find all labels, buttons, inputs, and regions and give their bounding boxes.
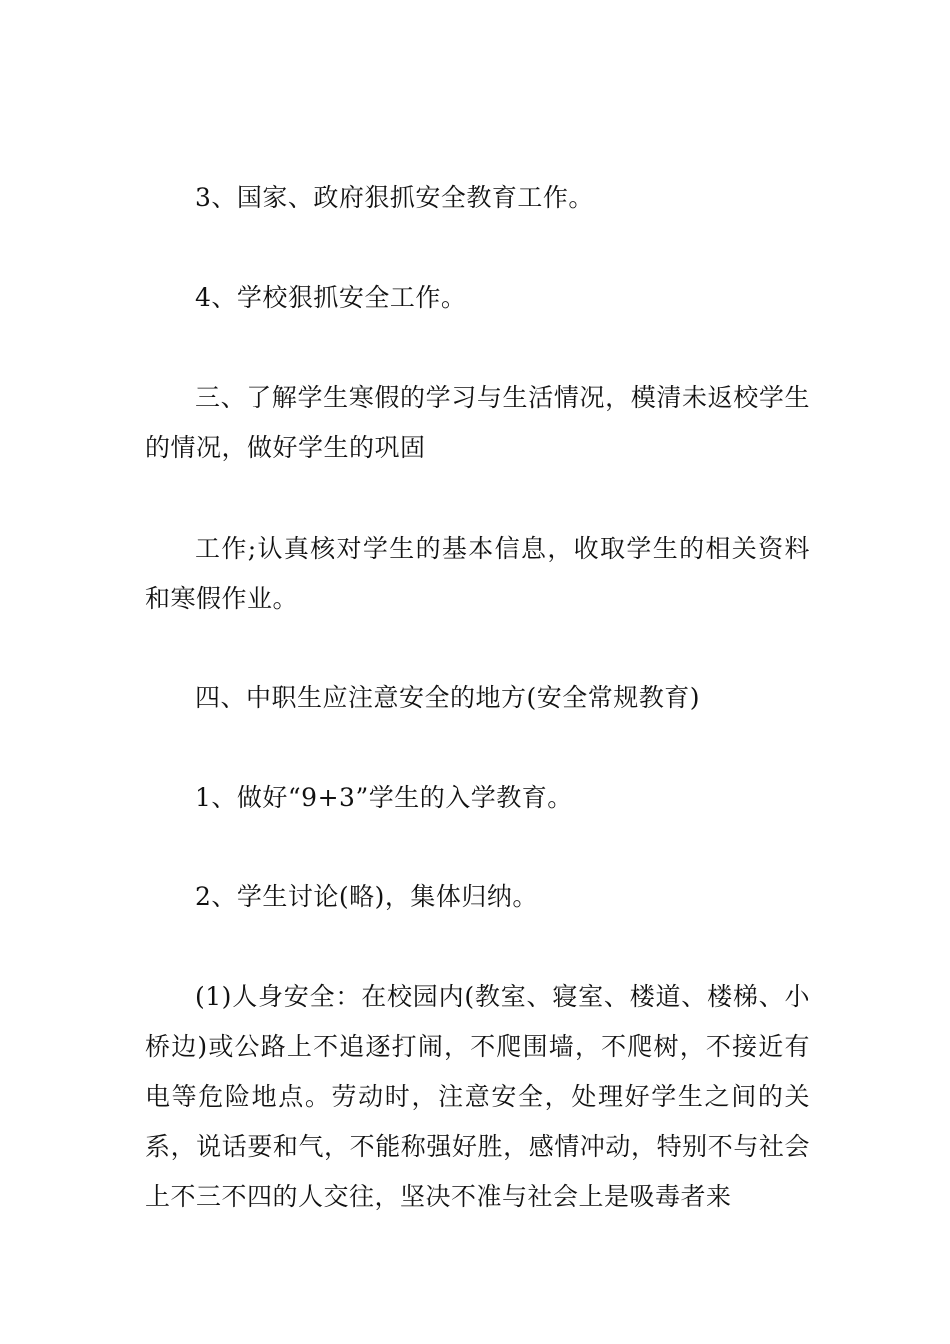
paragraph-item-2: 2、学生讨论(略)，集体归纳。	[195, 882, 538, 911]
paragraph-consolidation-work: 工作;认真核对学生的基本信息，收取学生的相关资料和寒假作业。	[145, 534, 810, 613]
paragraph-item-4: 4、学校狠抓安全工作。	[195, 283, 467, 312]
paragraph-item-1: 1、做好“9+3”学生的入学教育。	[195, 783, 573, 812]
paragraph-item-3: 3、国家、政府狠抓安全教育工作。	[195, 183, 594, 212]
section-heading-three: 三、了解学生寒假的学习与生活情况，模清未返校学生的情况，做好学生的巩固	[145, 383, 810, 462]
paragraph-personal-safety: (1)人身安全：在校园内(教室、寝室、楼道、楼梯、小桥边)或公路上不追逐打闹，不爬围墙，不爬树，不接近有电等危险地点。劳动时，注意安全，处理好学生之间的关系，说话要和气，不能称强好胜，感情冲动，特别不与社会上不三不四的人交往，坚决不准与社会上是吸毒者来	[145, 982, 810, 1211]
section-heading-four: 四、中职生应注意安全的地方(安全常规教育)	[195, 683, 701, 712]
